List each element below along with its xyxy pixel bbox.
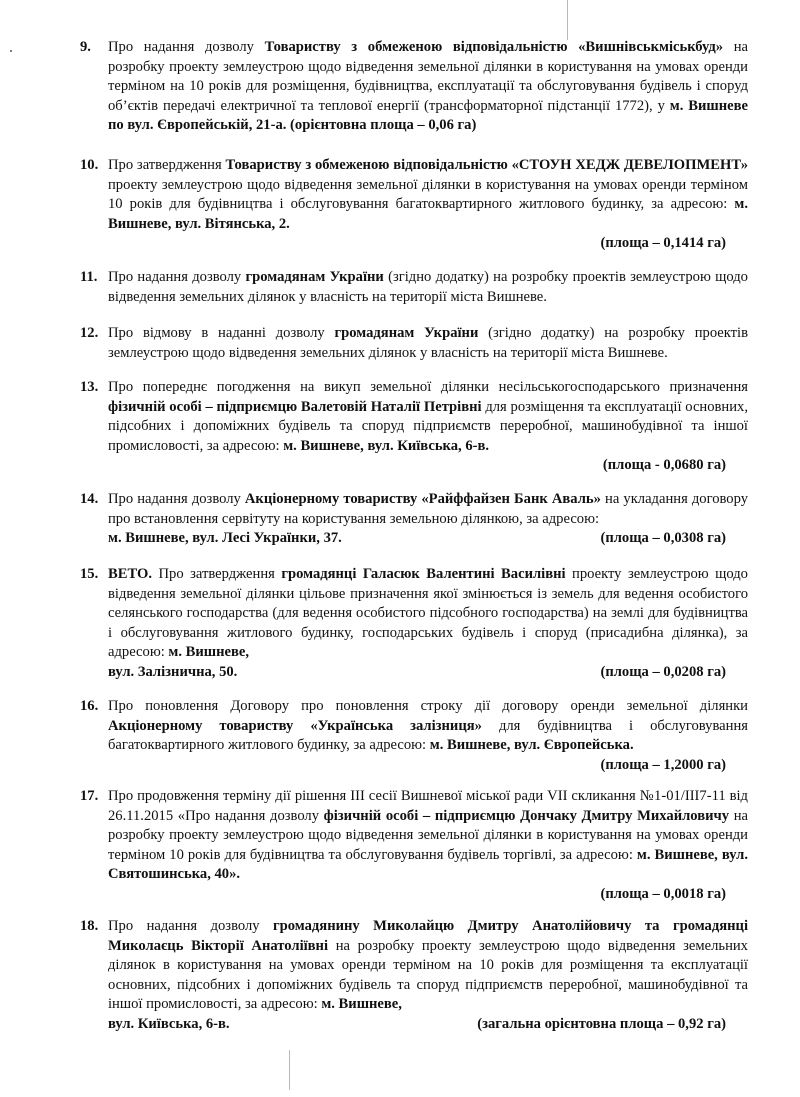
bold-text-segment: фізичній особі – підприємцю Валетовій Наталії Петрівні [108, 398, 482, 415]
text-segment: Про відмову в наданні дозволу [108, 325, 335, 341]
text-segment: проекту землеустрою щодо відведення земельної ділянки в користування на умовах оренди терміном 10 років для будівництва і обслуговування багатоквартирного житлового будинку, за адресою: [108, 176, 748, 213]
text-segment: на розробку проекту землеустрою щодо відведення земельних ділянок в користування на умовах оренди терміном на 10 років для розміщення та експлуатації основних, підсобних і допоміжних будівель та споруд підприємств переробної, машинобудівної та іншої промисловості, за адресою: [108, 937, 748, 1013]
bold-text-segment: Акціонерному товариству «Райффайзен Банк Аваль» [244, 491, 601, 507]
item-text [108, 324, 748, 363]
item-number: 15. [80, 566, 99, 582]
scan-artifact-line [567, 0, 568, 40]
bold-text-segment: м. Вишневе, [168, 644, 250, 661]
bold-text-segment: м. Вишневе, вул. Святошинська, 40». [108, 846, 748, 883]
item-number: 17. [80, 788, 99, 804]
area-label: (площа – 0,0208 га) [600, 663, 726, 680]
bold-text-segment: м. Вишневе, вул. Європейська. [429, 737, 634, 754]
item-number: 9. [80, 39, 91, 55]
address-text: вул. Київська, 6-в. [108, 1015, 230, 1032]
area-label: (площа – 0,1414 га) [600, 235, 726, 252]
text-segment: Про надання дозволу [108, 491, 245, 507]
address-area-line [108, 663, 748, 683]
item-text [108, 268, 748, 307]
item-text [108, 38, 748, 136]
list-item-14 [80, 490, 748, 549]
address-area-line [108, 1015, 748, 1035]
address-text: вул. Залізнична, 50. [108, 663, 238, 680]
text-segment: Про продовження терміну дії рішення ІІІ сесії Вишневої міської ради VII скликання №1-01/ІІІ7-11 від 26.11.2015 «Про надання дозволу [108, 788, 748, 824]
list-item-11 [80, 268, 748, 307]
text-segment: для будівництва і обслуговування багатоквартирного житлового будинку, за адресою: [108, 717, 748, 754]
address-text: м. Вишневе, вул. Лесі Українки, 37. [108, 530, 342, 547]
item-text [108, 378, 748, 476]
text-segment: Про затвердження [152, 566, 282, 582]
text-segment: на розробку проекту землеустрою щодо відведення земельної ділянки в користування на умовах оренди терміном 10 років для будівництва та обслуговування будівель торгівлі, за адресою: [108, 807, 749, 863]
address-area-line [108, 529, 748, 549]
scan-speck [10, 50, 12, 52]
bold-text-segment: громадянам України [245, 269, 384, 285]
bold-text-segment: громадянину Миколайцю Дмитру Анатолійовичу та громадянці Миколаєць Вікторії Анатоліївні [108, 918, 748, 954]
item-text [108, 565, 748, 683]
text-segment: Про надання дозволу [108, 918, 274, 934]
item-text [108, 156, 748, 254]
text-segment: проекту землеустрою щодо відведення земельної ділянки цільове призначення якої змінюється із земель для ведення особистого селянського господарства (для ведення особистого підсобного господарства) на землі для будівництва і обслуговування житлового будинку, господарських будівель і споруд (присадибна ділянка), за адресою: [108, 566, 748, 661]
item-text [108, 917, 748, 1035]
list-item-15 [80, 565, 748, 683]
item-number: 18. [80, 918, 99, 934]
text-segment: Про попереднє погодження на викуп земельної ділянки несільськогосподарського призначення [108, 379, 748, 395]
list-item-12 [80, 324, 748, 363]
list-item-13 [80, 378, 748, 476]
item-number: 14. [80, 491, 99, 507]
list-item-18 [80, 917, 748, 1035]
item-number: 13. [80, 379, 99, 395]
item-text [108, 787, 748, 905]
list-item-9 [80, 38, 748, 136]
list-item-10 [80, 156, 748, 254]
bold-text-segment: м. Вишневе, вул. Київська, 6-в. [283, 437, 490, 454]
item-number: 11. [80, 269, 98, 285]
text-segment: Про поновлення Договору про поновлення строку дії договору оренди земельної ділянки [108, 698, 748, 714]
bold-text-segment: Акціонерному товариству «Українська залізниця» [108, 717, 482, 734]
list-item-17 [80, 787, 748, 905]
text-segment: для розміщення та експлуатації основних, підсобних і допоміжних будівель та споруд підприємств переробної, машинобудівної та іншої промисловості, за адресою: [108, 398, 748, 454]
area-label: (загальна орієнтовна площа – 0,92 га) [477, 1015, 726, 1032]
item-number: 16. [80, 698, 99, 714]
area-label: (площа – 0,0018 га) [600, 885, 726, 902]
bold-text-segment: громадянці Галасюк Валентині Василівні [281, 566, 566, 582]
item-text [108, 697, 748, 775]
bold-text-segment: фізичній особі – підприємцю Дончаку Дмитру Михайловичу [323, 807, 730, 824]
list-item-16 [80, 697, 748, 775]
item-number: 12. [80, 325, 99, 341]
text-segment: на розробку проекту землеустрою щодо відведення земельної ділянки в користування на умовах оренди терміном на 10 років для розміщення, будівництва, експлуатації та обслуговування будівель і споруд об’єктів передачі електричної та теплової енергії (трансформаторної підстанції 1772), у [108, 39, 749, 114]
bold-text-segment: м. Вишневе, [321, 996, 402, 1013]
bold-text-segment: громадянам України [334, 325, 479, 341]
scan-artifact-line [289, 1050, 290, 1090]
area-label: (площа - 0,0680 га) [602, 457, 726, 474]
text-segment: Про надання дозволу [108, 269, 246, 285]
area-label: (площа – 0,0308 га) [600, 530, 726, 547]
text-segment: на укладання договору про встановлення сервітуту на користування земельною ділянкою, за адресою: [108, 491, 748, 527]
bold-text-segment: м. Вишневе, вул. Вітянська, 2. [108, 196, 748, 232]
item-number: 10. [80, 157, 99, 173]
text-segment: Про затвердження [108, 157, 226, 173]
text-segment: (згідно додатку) на розробку проектів землеустрою щодо відведення земельних ділянок у власність на території міста Вишневе. [108, 325, 748, 361]
area-label: (площа – 1,2000 га) [600, 756, 726, 773]
bold-text-segment: Товариству з обмеженою відповідальністю «СТОУН ХЕДЖ ДЕВЕЛОПМЕНТ» [225, 157, 749, 173]
text-segment: Про надання дозволу [108, 39, 265, 55]
bold-text-segment: м. Вишневе по вул. Європейській, 21-а. (орієнтовна площа – 0,06 га) [108, 97, 748, 134]
bold-text-segment: Товариству з обмеженою відповідальністю «Вишнівськміськбуд» [264, 39, 724, 55]
bold-text-segment: ВЕТО. [108, 566, 153, 582]
text-segment: (згідно додатку) на розробку проектів землеустрою щодо відведення земельних ділянок у власність на території міста Вишневе. [108, 269, 748, 305]
item-text [108, 490, 748, 549]
